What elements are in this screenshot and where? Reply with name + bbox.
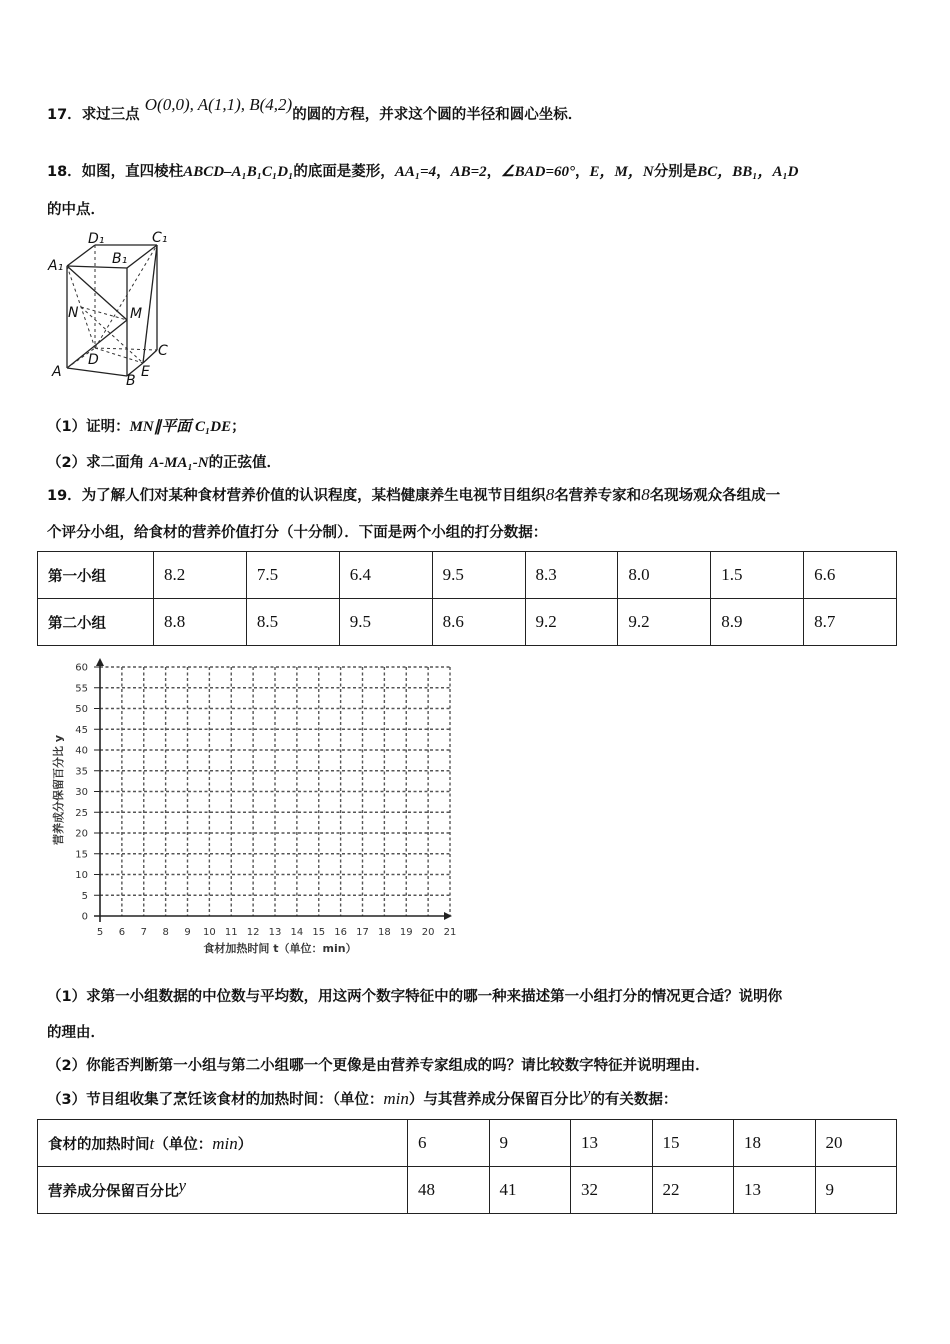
y-tick-label: 35 (75, 766, 88, 778)
group-name: 第二小组 (38, 599, 154, 646)
heating-table (37, 1119, 897, 1214)
question-18-cont: 的中点． (47, 202, 105, 218)
x-axis-label: 食材加热时间 t（单位：min） (203, 942, 357, 955)
x-tick-label: 5 (96, 927, 104, 938)
y-tick-label: 40 (75, 745, 88, 757)
q19-part1: （1）求第一小组数据的中位数与平均数，用这两个数字特征中的哪一种来描述第一小组打分的情况更合适？说明你 (47, 989, 783, 1005)
x-axis-arrow (444, 912, 452, 920)
label-a: A (52, 364, 62, 380)
label-n: N (68, 305, 79, 321)
label-b1: B₁ (112, 251, 128, 267)
label-d: D (88, 352, 99, 368)
x-tick-label: 15 (312, 927, 326, 938)
x-tick-label: 16 (334, 927, 347, 938)
score-table (37, 551, 897, 646)
x-tick-label: 19 (399, 927, 413, 938)
chart-grid (100, 667, 450, 916)
q17-points: O(0,0), A(1,1), B(4,2) (144, 95, 293, 114)
x-tick-labels (97, 927, 457, 938)
x-tick-label: 13 (268, 927, 282, 938)
label-b: B (126, 373, 136, 388)
y-tick-label: 5 (81, 890, 88, 902)
x-tick-label: 10 (203, 927, 216, 938)
x-tick-label: 12 (246, 927, 260, 938)
label-e: E (141, 364, 150, 380)
x-tick-label: 6 (118, 927, 126, 938)
y-tick-label: 20 (75, 828, 88, 840)
label-d1: D₁ (88, 231, 105, 247)
label-a1: A₁ (48, 258, 64, 274)
q19-part1-cont: 的理由． (47, 1025, 105, 1041)
x-tick-label: 9 (184, 927, 191, 938)
y-tick-label: 45 (75, 724, 88, 736)
y-tick-label: 0 (81, 911, 88, 923)
y-tick-label: 55 (75, 683, 88, 695)
q19-part2: （2）你能否判断第一小组与第二小组哪一个更像是由营养专家组成的吗？请比较数字特征并说明理由． (47, 1058, 710, 1074)
x-tick-label: 7 (140, 927, 147, 938)
q18-part2: （2）求二面角 A-MA₁-N的正弦值． (47, 455, 282, 471)
table-row: 食材的加热时间t（单位：min） 6 9 13 15 18 20 (38, 1120, 897, 1167)
q18-part1: （1）证明：MN∥平面 C₁DE； (47, 419, 246, 435)
x-tick-label: 11 (224, 927, 238, 938)
y-tick-labels (75, 663, 88, 923)
y-tick-label: 60 (75, 662, 88, 674)
group-name: 第一小组 (38, 552, 154, 599)
table-row: 第一小组 8.2 7.5 6.4 9.5 8.3 8.0 1.5 6.6 (38, 552, 897, 599)
x-tick-label: 8 (162, 927, 169, 938)
table-row: 第二小组 8.8 8.5 9.5 8.6 9.2 9.2 8.9 8.7 (38, 599, 897, 646)
question-19: 19．为了解人们对某种食材营养价值的认识程度，某档健康养生电视节目组织8名营养专家和8名现场观众各组成一 (47, 485, 781, 504)
y-tick-label: 50 (75, 704, 88, 715)
y-axis-arrow (96, 658, 104, 666)
y-tick-label: 25 (75, 807, 88, 819)
x-tick-label: 14 (290, 927, 304, 938)
table-row: 营养成分保留百分比y 48 41 32 22 13 9 (38, 1167, 897, 1214)
x-tick-label: 21 (443, 927, 457, 938)
chart-axes (94, 658, 452, 922)
y-tick-label: 15 (75, 849, 88, 861)
label-c1: C₁ (152, 230, 168, 246)
y-tick-label: 10 (75, 870, 88, 881)
x-tick-label: 17 (356, 927, 369, 938)
label-c: C (158, 343, 168, 359)
y-axis-label: 营养成分保留百分比 y (52, 735, 65, 845)
grid-chart (40, 650, 460, 960)
y-tick-label: 30 (75, 787, 88, 798)
x-tick-label: 18 (378, 927, 391, 938)
prism-figure (40, 228, 180, 388)
x-tick-label: 20 (421, 927, 435, 938)
q19-part3: （3）节目组收集了烹饪该食材的加热时间：（单位：min）与其营养成分保留百分比y的有关数据： (47, 1084, 678, 1108)
label-m: M (130, 306, 143, 322)
question-19-cont: 个评分小组，给食材的营养价值打分（十分制）．下面是两个小组的打分数据： (47, 525, 548, 541)
question-18: 18．如图，直四棱柱ABCD–A₁B₁C₁D₁的底面是菱形，AA₁=4，AB=2，∠BAD=60°，E，M，N分别是BC，BB₁，A₁D (47, 164, 799, 180)
question-17: 17．求过三点 O(0,0), A(1,1), B(4,2)的圆的方程，并求这个圆的半径和圆心坐标． (47, 95, 583, 123)
